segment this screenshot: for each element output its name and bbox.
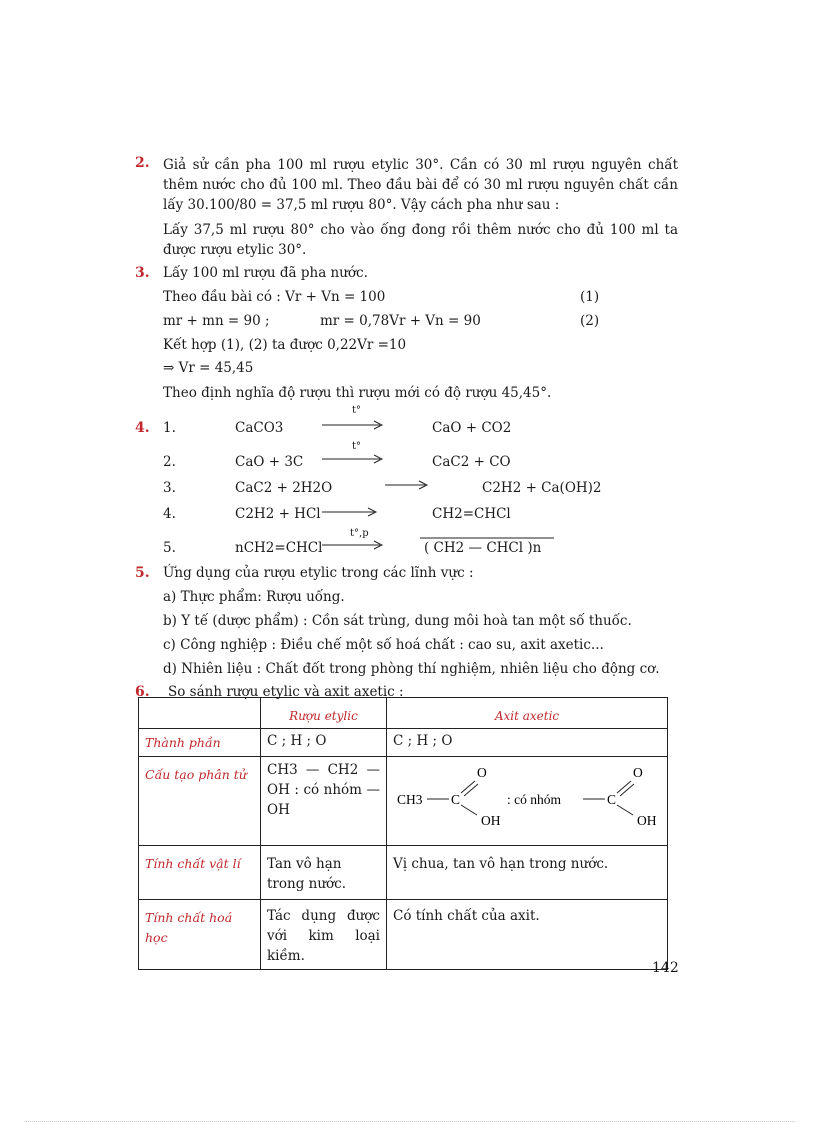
reaction-4-right: CH2=CHCl — [432, 506, 511, 522]
formula-oxygen-2: O — [633, 765, 643, 780]
q3-line-3b: mr = 0,78Vr + Vn = 90 — [320, 313, 481, 329]
q3-line-2-tag: (1) — [580, 289, 600, 305]
reaction-3-arrow — [385, 480, 429, 490]
page-bottom-border — [25, 1121, 795, 1122]
q3-number: 3. — [135, 265, 150, 281]
reaction-2-condition: t° — [352, 441, 362, 452]
table-row-composition — [139, 729, 668, 757]
row-structure-label: Cấu tạo phân tử — [139, 757, 261, 846]
reaction-1-right: CaO + CO2 — [432, 420, 512, 436]
q3-line-5: ⇒ Vr = 45,45 — [163, 360, 254, 376]
row-structure-ethanol: CH3 — CH2 — OH : có nhóm —OH — [261, 757, 387, 846]
formula-hydroxyl-2: OH — [637, 813, 657, 828]
row-chemical-label: Tính chất hoá học — [139, 900, 261, 970]
reaction-5-right: ( CH2 — CHCl )n — [424, 540, 542, 556]
q5-item-b: b) Y tế (dược phẩm) : Cồn sát trùng, dung môi hoà tan một số thuốc. — [163, 613, 632, 629]
formula-ch3: CH3 — [397, 792, 423, 807]
q3-line-1: Lấy 100 ml rượu đã pha nước. — [163, 265, 368, 281]
reaction-5-condition: t°,p — [350, 528, 369, 539]
formula-oxygen-1: O — [477, 765, 487, 780]
table-header-row — [139, 698, 668, 729]
row-structure-acid — [387, 757, 668, 846]
q5-intro: Ứng dụng của rượu etylic trong các lĩnh vực : — [163, 565, 474, 581]
row-composition-ethanol: C ; H ; O — [261, 729, 387, 757]
reaction-1-condition: t° — [352, 405, 362, 416]
row-composition-acid: C ; H ; O — [387, 729, 668, 757]
q3-line-4: Kết hợp (1), (2) ta được 0,22Vr =10 — [163, 337, 407, 353]
q3-line-3-tag: (2) — [580, 313, 600, 329]
q2-paragraph-2: Lấy 37,5 ml rượu 80° cho vào ống đong rồi thêm nước cho đủ 100 ml ta được rượu etylic 30°. — [163, 222, 678, 258]
reaction-2-number: 2. — [163, 454, 176, 470]
formula-carbon-1: C — [451, 792, 461, 807]
q5-item-a: a) Thực phẩm: Rượu uống. — [163, 589, 345, 605]
table-header-empty — [139, 698, 261, 729]
q5-number: 5. — [135, 565, 150, 581]
q3-line-3a: mr + mn = 90 ; — [163, 313, 270, 329]
q2-paragraph-1: Giả sử cần pha 100 ml rượu etylic 30°. Cần có 30 ml rượu nguyên chất thêm nước cho đủ 100 ml. Theo đầu bài để có 30 ml rượu nguyên chất cần lấy 30.100/80 = 37,5 ml rượu 80°. Vậy cách pha như sau : — [163, 157, 678, 213]
reaction-5-left: nCH2=CHCl — [235, 540, 323, 556]
table-row-structure — [139, 757, 668, 846]
row-physical-ethanol: Tan vô hạn trong nước. — [261, 846, 387, 900]
q3-line-6: Theo định nghĩa độ rượu thì rượu mới có độ rượu 45,45°. — [163, 385, 552, 401]
formula-hydroxyl-1: OH — [481, 813, 501, 828]
formula-carbon-2: C — [607, 792, 617, 807]
table-header-acetic-acid: Axit axetic — [387, 698, 668, 729]
table-header-ethanol: Rượu etylic — [261, 698, 387, 729]
table-row-chemical — [139, 900, 668, 970]
acetic-acid-structure — [387, 757, 667, 841]
reaction-4-number: 4. — [163, 506, 176, 522]
table-row-physical — [139, 846, 668, 900]
reaction-1-left: CaCO3 — [235, 420, 284, 436]
q5-item-c: c) Công nghiệp : Điều chế một số hoá chất : cao su, axit axetic... — [163, 637, 604, 653]
q4-number: 4. — [135, 420, 150, 436]
q6-number: 6. — [135, 684, 150, 700]
page-number: 142 — [652, 960, 679, 976]
reaction-1-arrow — [322, 420, 384, 430]
reaction-5-number: 5. — [163, 540, 176, 556]
q6-title: So sánh rượu etylic và axit axetic : — [168, 684, 404, 700]
reaction-3-number: 3. — [163, 480, 176, 496]
row-physical-acid: Vị chua, tan vô hạn trong nước. — [387, 846, 668, 900]
row-chemical-acid: Có tính chất của axit. — [387, 900, 668, 970]
reaction-2-left: CaO + 3C — [235, 454, 304, 470]
reaction-3-left: CaC2 + 2H2O — [235, 480, 333, 496]
reaction-5-arrow — [322, 540, 384, 550]
row-physical-label: Tính chất vật lí — [139, 846, 261, 900]
comparison-table — [138, 697, 668, 970]
q2-number: 2. — [135, 155, 150, 171]
reaction-3-right: C2H2 + Ca(OH)2 — [482, 480, 602, 496]
reaction-4-arrow — [322, 507, 378, 517]
q5-item-d: d) Nhiên liệu : Chất đốt trong phòng thí nghiệm, nhiên liệu cho động cơ. — [163, 661, 660, 677]
formula-middle-text: : có nhóm — [507, 792, 561, 807]
reaction-2-right: CaC2 + CO — [432, 454, 511, 470]
row-composition-label: Thành phần — [139, 729, 261, 757]
reaction-1-number: 1. — [163, 420, 176, 436]
q3-line-2: Theo đầu bài có : Vr + Vn = 100 — [163, 289, 386, 305]
reaction-2-arrow — [322, 454, 384, 464]
row-chemical-ethanol: Tác dụng được với kim loại kiềm. — [261, 900, 387, 970]
reaction-4-left: C2H2 + HCl — [235, 506, 321, 522]
